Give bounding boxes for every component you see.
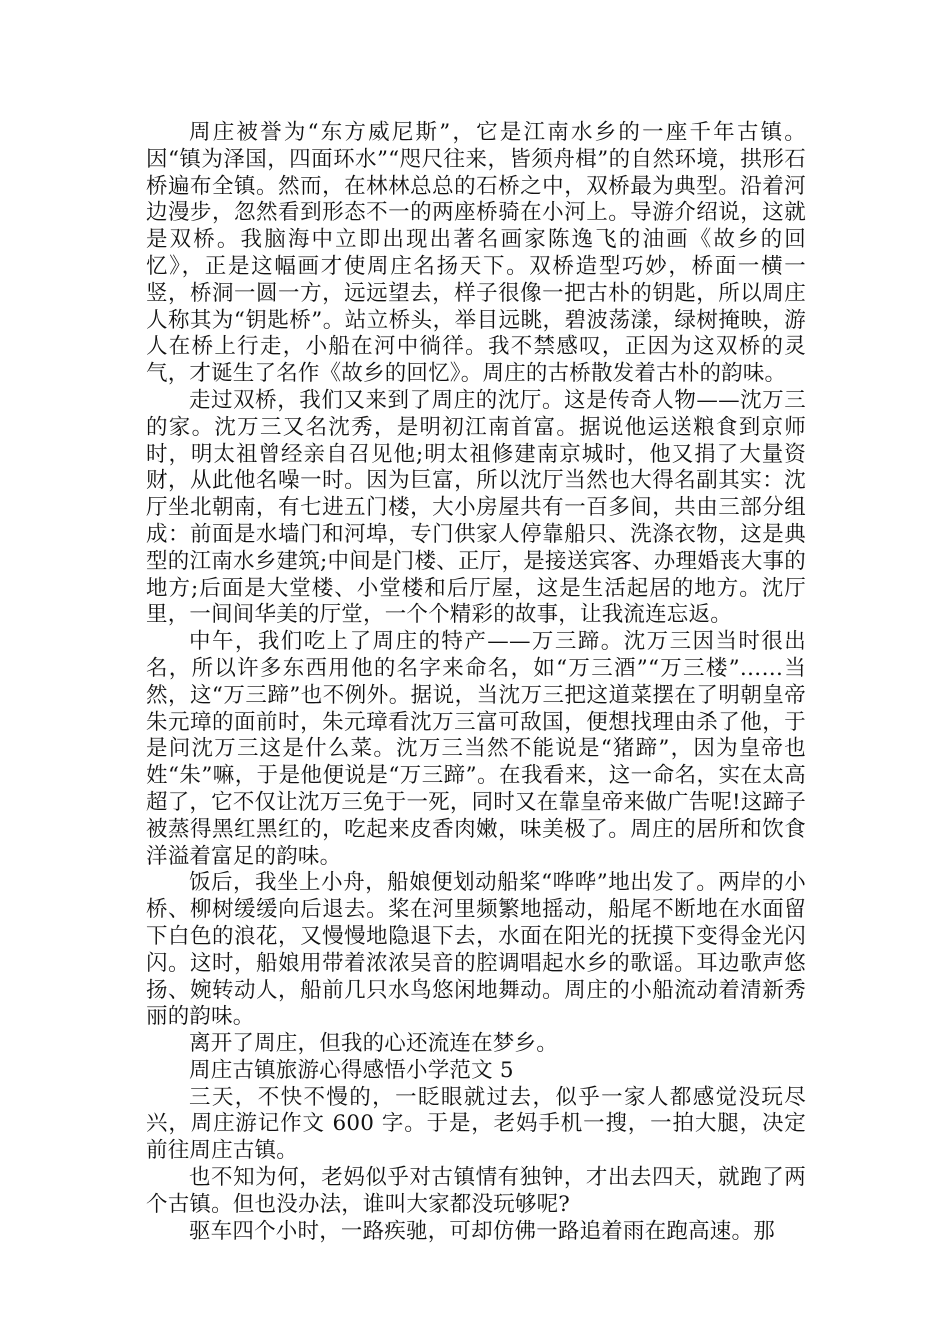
paragraph-boat-ride: 饭后，我坐上小舟，船娘便划动船桨“哗哗”地出发了。两岸的小桥、柳树缓缓向后退去。桨在河里频繁地摇动，船尾不断地在水面留下白色的浪花，又慢慢地隐退下去，水面在阳光的抚摸下变得金光闪闪。这时，船娘用带着浓浓吴音的腔调唱起水乡的歌谣。耳边歌声悠扬、婉转动人，船前几只水鸟悠闲地舞动。周庄的小船流动着清新秀丽的韵味。	[146, 870, 806, 1030]
paragraph-farewell: 离开了周庄，但我的心还流连在梦乡。	[189, 1031, 558, 1057]
paragraph-wansanti: 中午，我们吃上了周庄的特产——万三蹄。沈万三因当时很出名，所以许多东西用他的名字来命名，如“万三酒”“万三楼”……当然，这“万三蹄”也不例外。据说，当沈万三把这道菜摆在了明朝皇帝朱元璋的面前时，朱元璋看沈万三富可敌国，便想找理由杀了他，于是问沈万三这是什么菜。沈万三当然不能说是“猪蹄”，因为皇帝也姓“朱”嘛，于是他便说是“万三蹄”。在我看来，这一命名，实在太高超了，它不仅让沈万三免于一死，同时又在靠皇帝来做广告呢!这蹄子被蒸得黑红黑红的，吃起来皮香肉嫩，味美极了。周庄的居所和饮食洋溢着富足的韵味。	[146, 629, 806, 869]
paragraph-two-towns: 也不知为何，老妈似乎对古镇情有独钟，才出去四天，就跑了两个古镇。但也没办法，谁叫大家都没玩够呢?	[146, 1165, 806, 1217]
document-page	[146, 120, 806, 1245]
paragraph-drive: 驱车四个小时，一路疾驰，可却仿佛一路追着雨在跑高速。那	[189, 1218, 775, 1244]
section-heading: 周庄古镇旅游心得感悟小学范文 5	[189, 1057, 514, 1083]
paragraph-three-days: 三天，不快不慢的，一眨眼就过去，似乎一家人都感觉没玩尽兴，周庄游记作文 600 字。于是，老妈手机一搜，一拍大腿，决定前往周庄古镇。	[146, 1084, 806, 1164]
paragraph-shuangqiao: 周庄被誉为“东方威尼斯”，它是江南水乡的一座千年古镇。因“镇为泽国，四面环水”“咫尺往来，皆须舟楫”的自然环境，拱形石桥遍布全镇。然而，在林林总总的石桥之中，双桥最为典型。沿着河边漫步，忽然看到形态不一的两座桥骑在小河上。导游介绍说，这就是双桥。我脑海中立即出现出著名画家陈逸飞的油画《故乡的回忆》，正是这幅画才使周庄名扬天下。双桥造型巧妙，桥面一横一竖，桥洞一圆一方，远远望去，样子很像一把古朴的钥匙，所以周庄人称其为“钥匙桥”。站立桥头，举目远眺，碧波荡漾，绿树掩映，游人在桥上行走，小船在河中徜徉。我不禁感叹，正因为这双桥的灵气，才诞生了名作《故乡的回忆》。周庄的古桥散发着古朴的韵味。	[146, 120, 806, 387]
paragraph-shenting: 走过双桥，我们又来到了周庄的沈厅。这是传奇人物——沈万三的家。沈万三又名沈秀，是明初江南首富。据说他运送粮食到京师时，明太祖曾经亲自召见他;明太祖修建南京城时，他又捐了大量资财，从此他名噪一时。因为巨富，所以沈厅当然也大得名副其实：沈厅坐北朝南，有七进五门楼，大小房屋共有一百多间，共由三部分组成：前面是水墙门和河埠，专门供家人停靠船只、洗涤衣物，这是典型的江南水乡建筑;中间是门楼、正厅，是接送宾客、办理婚丧大事的地方;后面是大堂楼、小堂楼和后厅屋，这是生活起居的地方。沈厅里，一间间华美的厅堂，一个个精彩的故事，让我流连忘返。	[146, 387, 806, 628]
